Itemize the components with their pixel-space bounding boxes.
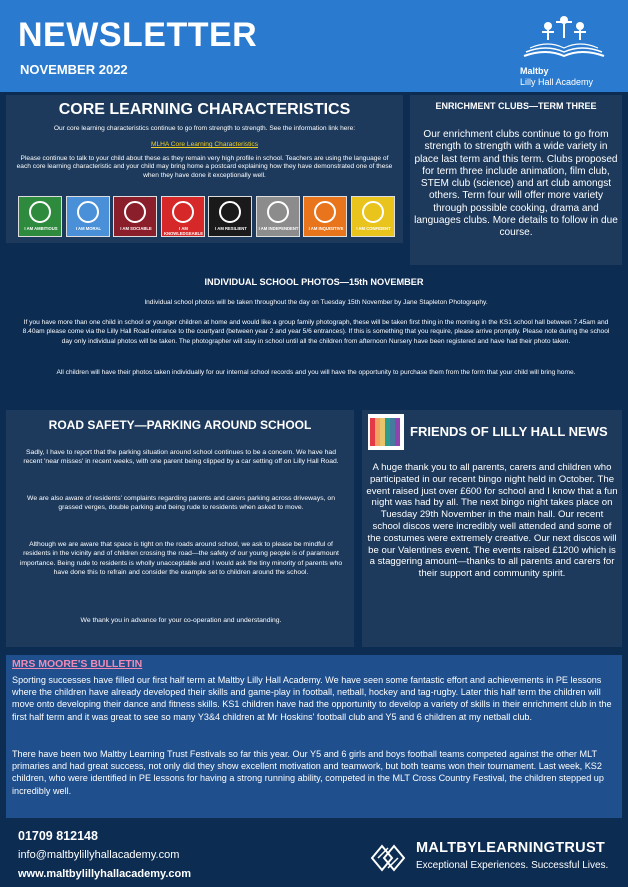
- trust-tagline: Exceptional Experiences. Successful Lives.: [416, 860, 609, 871]
- characteristic-card: [161, 196, 205, 237]
- characteristic-card: [351, 196, 395, 237]
- core-learning-link[interactable]: MLHA Core Learning Characteristics: [150, 141, 258, 148]
- characteristic-label: I AM RESILIENT: [215, 226, 247, 231]
- core-learning-heading: CORE LEARNING CHARACTERISTICS: [58, 101, 351, 118]
- school-photos-p3: All children will have their photos taken individually for our internal school records and you will have the opportunity to purchase them from the form that your child will bring home.: [56, 369, 576, 376]
- friends-heading: FRIENDS OF LILLY HALL NEWS: [410, 424, 608, 439]
- characteristic-icon: [267, 201, 289, 223]
- characteristic-icon: [219, 201, 241, 223]
- road-safety-p2: We are also aware of residents' complaints regarding parents and carers parking across driveways, on grassed verges, double parking and being rude to residents when asked to move.: [27, 495, 335, 512]
- road-safety-heading: ROAD SAFETY—PARKING AROUND SCHOOL: [48, 418, 312, 432]
- enrichment-body: Our enrichment clubs continue to go from strength to strength with a wide variety in place last term and this term. Clubs proposed for term three include animation, film club, STEM club (science) and art club amongst others. Term four will offer more variety through possible cooking, drama and languages clubs. More details to follow in due course.: [414, 129, 618, 239]
- school-photos-p2: If you have more than one child in school or younger children at home and would like a group family photograph, these will be taken first thing in the morning in the KS1 school hall between 7.45am and 8.40am please come via the Lilly Hall Road entrance to the courtyard (between year 2 and year 5/6 entrances). If this is something that you require, please arrive promptly. Please note during the school day only individual photos will be taken. The photographer will stay in school until all the children from afternoon Nursery have been registered and have had their photo taken.: [22, 319, 610, 345]
- characteristic-label: I AM MORAL: [75, 226, 102, 231]
- logo-subname: Lilly Hall Academy: [520, 77, 594, 87]
- newsletter-date: NOVEMBER 2022: [20, 62, 128, 77]
- road-safety-p4: We thank you in advance for your co-operation and understanding.: [80, 617, 282, 624]
- road-safety-p1: Sadly, I have to report that the parking situation around school continues to be a concern. We have had recent 'near misses' in recent weeks, with one parent being clipped by a car setting off on Lilly Hall Road.: [23, 449, 339, 466]
- core-characteristics-cards: [18, 196, 398, 238]
- core-learning-body: Please continue to talk to your child about these as they remain very high profile in school. Teachers are using the language of each core learning characteristic and your child may bring home a postcard explaining how they have demonstrated one of these when they have done it exceptionally well.: [16, 155, 393, 179]
- enrichment-panel: [410, 95, 622, 265]
- footer-phone: 01709 812148: [18, 829, 98, 843]
- newsletter-title: NEWSLETTER: [18, 16, 258, 54]
- characteristic-label: I AM SOCIABLE: [120, 226, 152, 231]
- characteristic-card: [66, 196, 110, 237]
- characteristic-card: [208, 196, 252, 237]
- trust-diamond-icon: [368, 838, 412, 878]
- school-photos-heading: INDIVIDUAL SCHOOL PHOTOS—15th NOVEMBER: [204, 277, 424, 287]
- characteristic-card: [113, 196, 157, 237]
- core-learning-intro: Our core learning characteristics continue to go from strength to strength. See the information link here:: [53, 125, 356, 132]
- characteristic-label: I AM INQUISITIVE: [308, 226, 344, 231]
- trust-name: MALTBYLEARNINGTRUST: [416, 840, 606, 856]
- characteristic-icon: [77, 201, 99, 223]
- friends-body: A huge thank you to all parents, carers and children who participated in our recent bingo night held in October. The event raised just over £600 for school and I know that a fun night was had by all. The next bingo night takes place on Tuesday 29th November in the main hall. Our recent school discos were incredibly well attended and some of the costumes were extremely creative. Our next discos will be our Valentines event. The events raised £1200 which is a staggering amount—thanks to all parents and carers for their support and community spirit.: [366, 462, 618, 580]
- characteristic-card: [303, 196, 347, 237]
- newsletter-header: [0, 0, 628, 92]
- friends-panel: [362, 410, 622, 647]
- footer-website[interactable]: www.maltbylillyhallacademy.com: [18, 868, 192, 880]
- open-book-logo-icon: [506, 6, 622, 66]
- characteristic-icon: [29, 201, 51, 223]
- bulletin-p2: There have been two Maltby Learning Trust Festivals so far this year. Our Y5 and 6 girls and boys football teams competed against the other MLT primaries and had great success, not only did they show excellent motivation and teamwork, but both teams won their tournament. Last week, KS2 children, who were identified in PE lessons for having a strong running ability, competed in the MLT Cross Country Festival, the children stepped up incredibly well.: [12, 749, 604, 796]
- school-photos-p1: Individual school photos will be taken throughout the day on Tuesday 15th November by Jane Stapleton Photography.: [144, 299, 488, 306]
- characteristic-card: [256, 196, 300, 237]
- school-logo: [506, 6, 622, 92]
- characteristic-icon: [314, 201, 336, 223]
- road-safety-p3: Although we are aware that space is tight on the roads around school, we ask to please be mindful of residents in the vicinity and of children crossing the road—the safety of our young people is of paramount importance. Being rude to residents is wholly unacceptable and I would ask the tiny minority of parents who have done this to refrain and consider the example set to children around the school.: [19, 541, 343, 577]
- characteristic-card: [18, 196, 62, 237]
- characteristic-icon: [362, 201, 384, 223]
- characteristic-label: I AM AMBITIOUS: [24, 226, 58, 231]
- footer-email[interactable]: info@maltbylillyhallacademy.com: [18, 849, 180, 861]
- characteristic-icon: [172, 201, 194, 223]
- logo-name: Maltby: [520, 66, 549, 76]
- trust-logo: [368, 838, 618, 882]
- characteristic-label: I AM INDEPENDENT: [258, 226, 299, 231]
- enrichment-heading: ENRICHMENT CLUBS—TERM THREE: [435, 101, 597, 111]
- bulletin-panel: [6, 655, 622, 818]
- bulletin-p1: Sporting successes have filled our first half term at Maltby Lilly Hall Academy. We have seen some fantastic effort and achievements in PE lessons where the children have already developed their skills and game-play in football, netball, hockey and tag-rugby. Later this half term the children will move onto developing their dance and fitness skills. KS1 children have had the opportunity to develop a variety of skills in their enrichment club in the first half term and it was great to see so many Y3&4 children at Mr Hoskins' football club and Y5 and 6 children at my netball club.: [12, 675, 612, 722]
- rainbow-hearts-icon: [368, 414, 404, 450]
- road-safety-panel: [6, 410, 354, 647]
- characteristic-label: I AM CONFIDENT: [356, 226, 391, 231]
- characteristic-label: I AM KNOWLEDGEABLE: [163, 226, 204, 236]
- bulletin-heading: MRS MOORE'S BULLETIN: [12, 658, 143, 670]
- characteristic-icon: [124, 201, 146, 223]
